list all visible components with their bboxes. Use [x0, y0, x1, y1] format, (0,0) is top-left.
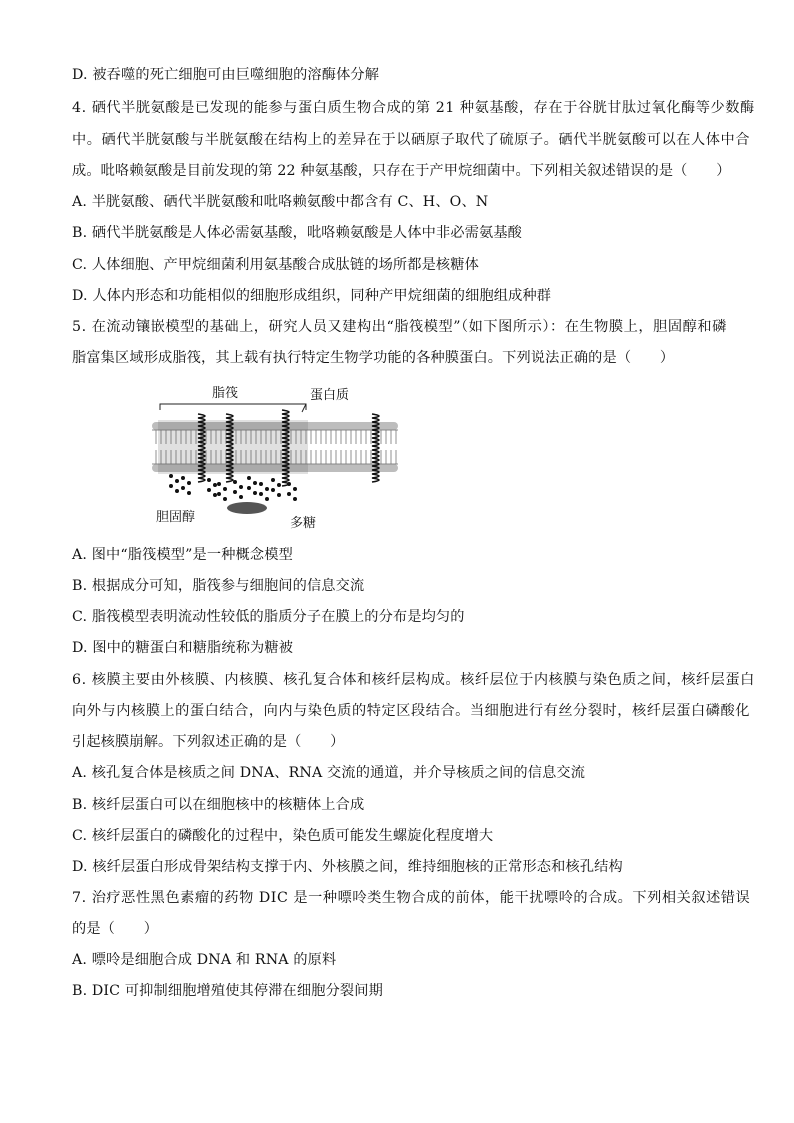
question-4-option-b: B. 硒代半胱氨酸是人体必需氨基酸，吡咯赖氨酸是人体中非必需氨基酸 [72, 225, 523, 241]
question-6-stem-line-2: 向外与内核膜上的蛋白结合，向内与染色质的特定区段结合。当细胞进行有丝分裂时，核纤层蛋白磷酸化 [72, 703, 750, 719]
cholesterol-label: 胆固醇 [156, 510, 196, 525]
raft-label: 脂筏 [212, 386, 239, 401]
question-7-stem-line-1: 7. 治疗恶性黑色素瘤的药物 DIC 是一种嘌呤类生物合成的前体，能干扰嘌呤的合成。下列相关叙述错误 [72, 890, 751, 906]
question-5-option-c: C. 脂筏模型表明流动性较低的脂质分子在膜上的分布是均匀的 [72, 609, 465, 625]
question-5-stem-line-1: 5. 在流动镶嵌模型的基础上，研究人员又建构出“脂筏模型”（如下图所示）：在生物膜上，胆固醇和磷 [72, 319, 727, 335]
text-line: D. 被吞噬的死亡细胞可由巨噬细胞的溶酶体分解 [72, 67, 380, 83]
question-5-option-b: B. 根据成分可知，脂筏参与细胞间的信息交流 [72, 578, 365, 594]
question-6-option-c: C. 核纤层蛋白的磷酸化的过程中，染色质可能发生螺旋化程度增大 [72, 828, 494, 844]
question-4-stem-line-1: 4. 硒代半胱氨酸是已发现的能参与蛋白质生物合成的第 21 种氨基酸，存在于谷胱甘肽过氧化酶等少数酶 [72, 100, 755, 116]
question-7-option-b: B. DIC 可抑制细胞增殖使其停滞在细胞分裂间期 [72, 983, 383, 999]
question-6-option-d: D. 核纤层蛋白形成骨架结构支撑于内、外核膜之间，维持细胞核的正常形态和核孔结构 [72, 859, 623, 875]
question-4-stem-line-3: 成。吡咯赖氨酸是目前发现的第 22 种氨基酸，只存在于产甲烷细菌中。下列相关叙述错误的是（ ） [72, 163, 731, 179]
question-4-option-c: C. 人体细胞、产甲烷细菌利用氨基酸合成肽链的场所都是核糖体 [72, 257, 479, 273]
protein-label: 蛋白质 [310, 388, 350, 403]
question-6-option-b: B. 核纤层蛋白可以在细胞核中的核糖体上合成 [72, 797, 365, 813]
question-4-stem-line-2: 中。硒代半胱氨酸与半胱氨酸在结构上的差异在于以硒原子取代了硫原子。硒代半胱氨酸可以在人体中合 [72, 132, 750, 148]
lipid-raft-figure [152, 380, 398, 531]
question-4-option-d: D. 人体内形态和功能相似的细胞形成组织，同种产甲烷细菌的细胞组成种群 [72, 288, 552, 304]
question-5-stem-line-2: 脂富集区域形成脂筏，其上载有执行特定生物学功能的各种膜蛋白。下列说法正确的是（ ） [72, 350, 675, 366]
polysaccharide-label: 多糖 [290, 516, 317, 531]
question-7-stem-line-2: 的是（ ） [72, 921, 159, 937]
question-6-stem-line-3: 引起核膜崩解。下列叙述正确的是（ ） [72, 734, 345, 750]
question-5-option-a: A. 图中“脂筏模型”是一种概念模型 [72, 547, 293, 563]
question-4-option-a: A. 半胱氨酸、硒代半胱氨酸和吡咯赖氨酸中都含有 C、H、O、N [72, 194, 489, 210]
question-5-option-d: D. 图中的糖蛋白和糖脂统称为糖被 [72, 640, 294, 656]
question-7-option-a: A. 嘌呤是细胞合成 DNA 和 RNA 的原料 [72, 952, 337, 968]
question-6-stem-line-1: 6. 核膜主要由外核膜、内核膜、核孔复合体和核纤层构成。核纤层位于内核膜与染色质之间，核纤层蛋白 [72, 672, 755, 688]
question-6-option-a: A. 核孔复合体是核质之间 DNA、RNA 交流的通道，并介导核质之间的信息交流 [72, 765, 586, 781]
